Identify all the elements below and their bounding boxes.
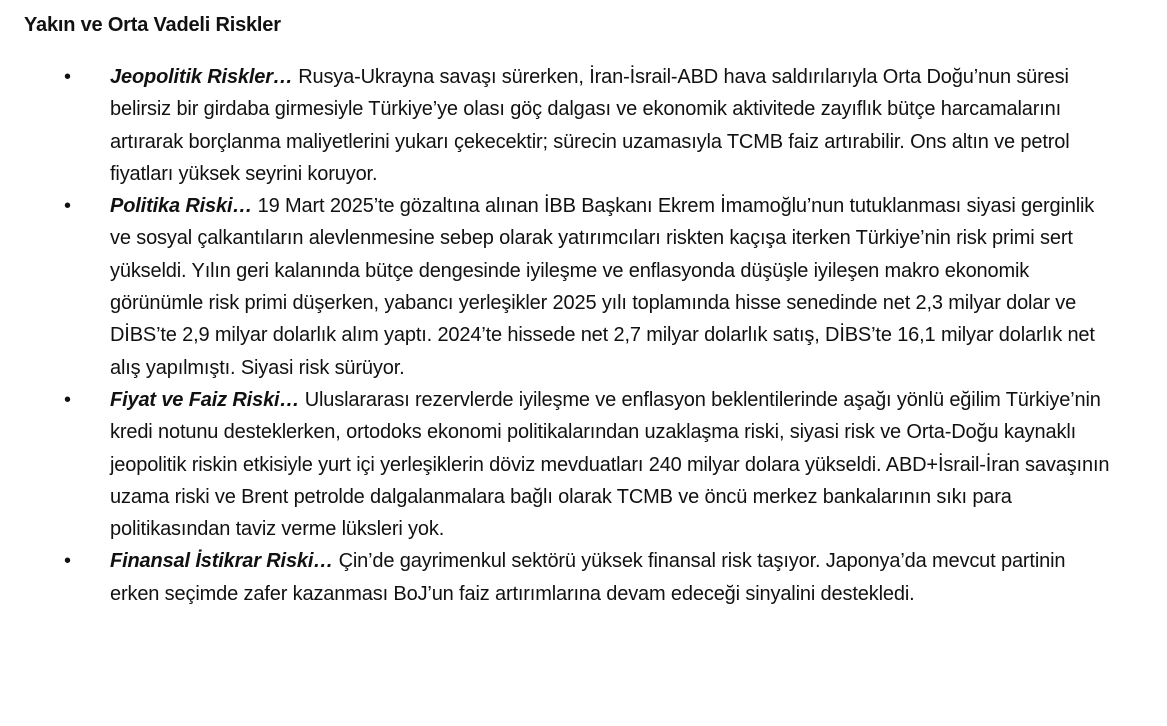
risk-title: Fiyat ve Faiz Riski… <box>110 388 305 411</box>
risk-text: Uluslararası rezervlerde iyileşme ve enflasyon beklentilerinde aşağı yönlü eğilim Türkiye’nin kredi notunu desteklerken, ortodoks ekonomi politikalarından uzaklaşma riski, siyasi risk ve Orta-Doğu kaynaklı jeopolitik riskin etkisiyle yurt içi yerleşiklerin döviz mevduatları 240 milyar dolara yükseldi. ABD+İsrail-İran savaşının uzama riski ve Brent petrolde dalgalanmalara bağlı olarak TCMB ve öncü merkez bankalarının sıkı para politikasından taviz verme lüksleri yok. <box>110 388 1110 541</box>
risk-list <box>0 61 1167 610</box>
risk-item-price-interest <box>0 384 1167 545</box>
bullet-icon: • <box>64 550 71 573</box>
risk-item-geopolitical <box>0 61 1167 190</box>
risk-item-financial-stability <box>0 545 1167 610</box>
bullet-icon: • <box>64 388 71 411</box>
risk-text: 19 Mart 2025’te gözaltına alınan İBB Başkanı Ekrem İmamoğlu’nun tutuklanması siyasi gerginlik ve sosyal çalkantıların alevlenmesine sebep olarak yatırımcıları riskten kaçışa iterken Türkiye’nin risk primi sert yükseldi. Yılın geri kalanında bütçe dengesinde iyileşme ve enflasyonda düşüşle iyileşen makro ekonomik görünümle risk primi düşerken, yabancı yerleşikler 2025 yılı toplamında hisse senedinde net 2,3 milyar dolar ve DİBS’te 2,9 milyar dolarlık alım yaptı. 2024’te hissede net 2,7 milyar dolarlık satış, DİBS’te 16,1 milyar dolarlık net alış yapılmıştı. Siyasi risk sürüyor. <box>110 195 1095 379</box>
risk-title: Politika Riski… <box>110 195 258 218</box>
risk-text: Çin’de gayrimenkul sektörü yüksek finansal risk taşıyor. Japonya’da mevcut partinin erken seçimde zafer kazanması BoJ’un faiz artırımlarına devam edeceği sinyalini destekledi. <box>110 550 1066 605</box>
bullet-icon: • <box>64 195 71 218</box>
section-heading: Yakın ve Orta Vadeli Riskler <box>24 14 281 36</box>
risk-title: Jeopolitik Riskler… <box>110 66 299 88</box>
risk-item-policy <box>0 190 1167 384</box>
risk-text: Rusya-Ukrayna savaşı sürerken, İran-İsrail-ABD hava saldırılarıyla Orta Doğu’nun süresi belirsiz bir girdaba girmesiyle Türkiye’ye olası göç dalgası ve ekonomik aktivitede zayıflık bütçe harcamalarını artırarak borçlanma maliyetlerini yukarı çekecektir; sürecin uzamasıyla TCMB faiz artırabilir. Ons altın ve petrol fiyatları yüksek seyrini koruyor. <box>110 66 1070 185</box>
risk-title: Finansal İstikrar Riski… <box>110 550 339 573</box>
bullet-icon: • <box>64 66 71 88</box>
